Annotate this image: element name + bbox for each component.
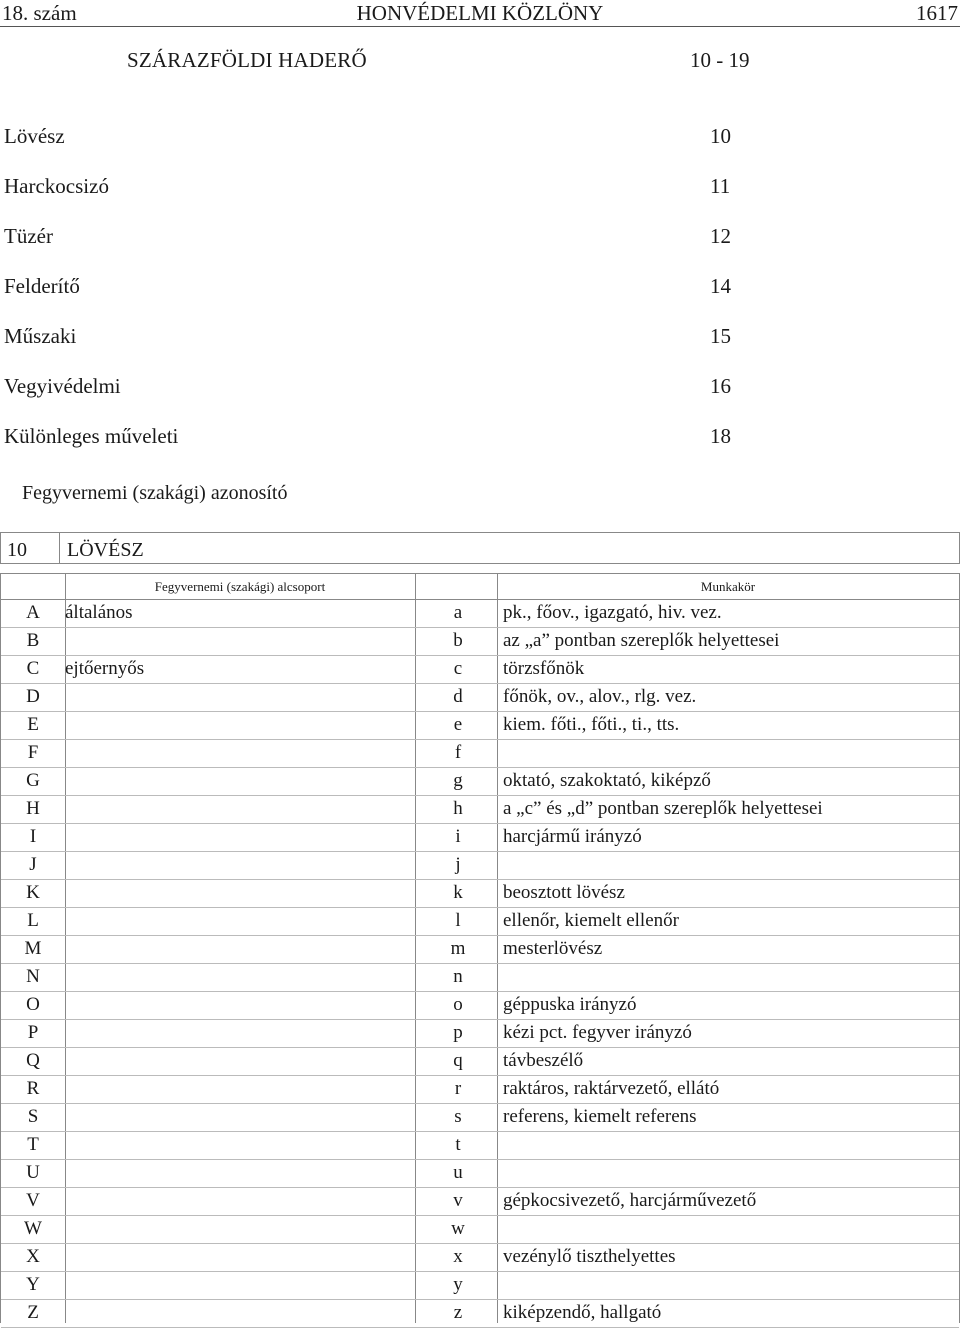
- table-row: [1, 1216, 959, 1244]
- branch-name: Lövész: [4, 124, 65, 148]
- table-row: [1, 768, 959, 796]
- duty-letter: f: [454, 742, 462, 763]
- duty-description: géppuska irányzó: [503, 994, 637, 1015]
- duty-description: referens, kiemelt referens: [503, 1106, 697, 1127]
- subgroup-letter: K: [26, 882, 40, 903]
- subgroup-letter: Q: [26, 1050, 40, 1071]
- duty-letter: v: [453, 1190, 463, 1211]
- page-number: 1617: [916, 1, 958, 25]
- subgroup-letter: M: [24, 938, 42, 959]
- subgroup-letter: G: [26, 770, 40, 791]
- duty-letter: x: [453, 1246, 463, 1267]
- duty-description: a „c” és „d” pontban szereplők helyettesei: [503, 798, 823, 819]
- duty-description: harcjármű irányzó: [503, 826, 642, 847]
- duty-letter: a: [453, 602, 463, 623]
- branch-name: Harckocsizó: [4, 174, 109, 198]
- table-row: [1, 992, 959, 1020]
- duty-letter: r: [454, 1078, 462, 1099]
- duty-column-header: Munkakör: [700, 579, 756, 594]
- table-row: [1, 740, 959, 768]
- table-row: [1, 1104, 959, 1132]
- duty-letter: p: [453, 1022, 463, 1043]
- subgroup-letter: Z: [27, 1302, 39, 1323]
- table-row: [1, 852, 959, 880]
- duty-description: kiképzendő, hallgató: [503, 1302, 662, 1323]
- subgroup-letter: I: [29, 826, 37, 847]
- duty-description: vezénylő tiszthelyettes: [503, 1246, 676, 1267]
- branch-name: Vegyivédelmi: [4, 374, 121, 398]
- table-row: [1, 1076, 959, 1104]
- branch-row: [4, 124, 744, 152]
- duty-description: mesterlövész: [503, 938, 603, 959]
- subgroup-letter: B: [26, 630, 40, 651]
- subgroup-letter: W: [24, 1218, 42, 1239]
- subgroup-letter: S: [27, 1106, 39, 1127]
- table-row: [1, 1048, 959, 1076]
- table-row: [1, 824, 959, 852]
- subgroup-letter: N: [26, 966, 40, 987]
- duty-letter: u: [453, 1162, 463, 1183]
- page-header: [0, 0, 960, 27]
- duty-letter: g: [453, 770, 463, 791]
- table-row: [1, 1160, 959, 1188]
- duty-letter: k: [453, 882, 463, 903]
- branch-code: 10: [710, 124, 731, 148]
- table-row: [1, 600, 959, 628]
- subgroup-letter: P: [27, 1022, 39, 1043]
- group-code: 10: [7, 539, 27, 561]
- branch-code: 14: [710, 274, 731, 298]
- table-row: [1, 880, 959, 908]
- duty-description: az „a” pontban szereplők helyettesei: [503, 630, 780, 651]
- group-separator: [59, 533, 60, 563]
- identifier-caption: Fegyvernemi (szakági) azonosító: [22, 482, 288, 504]
- table-row: [1, 936, 959, 964]
- subgroup-letter: T: [27, 1134, 39, 1155]
- duty-description: pk., főov., igazgató, hiv. vez.: [503, 602, 722, 623]
- duty-letter: c: [453, 658, 463, 679]
- duty-letter: b: [453, 630, 463, 651]
- duty-letter: l: [455, 910, 461, 931]
- duty-letter: q: [453, 1050, 463, 1071]
- table-row: [1, 1300, 959, 1328]
- group-name: LÖVÉSZ: [67, 539, 144, 561]
- duty-description: törzsfőnök: [503, 658, 585, 679]
- table-row: [1, 684, 959, 712]
- duty-letter: t: [455, 1134, 461, 1155]
- table-row: [1, 1020, 959, 1048]
- branch-row: [4, 374, 744, 402]
- subgroup-letter: R: [26, 1078, 40, 1099]
- section-code-range: 10 - 19: [690, 48, 750, 72]
- branch-row: [4, 424, 744, 452]
- subgroup-name: általános: [65, 602, 133, 623]
- subgroup-letter: X: [26, 1246, 40, 1267]
- table-row: [1, 1188, 959, 1216]
- branch-row: [4, 324, 744, 352]
- subgroup-letter: A: [26, 602, 40, 623]
- branch-name: Különleges műveleti: [4, 424, 179, 448]
- duty-description: oktató, szakoktató, kiképző: [503, 770, 711, 791]
- subgroup-letter: E: [27, 714, 39, 735]
- branch-code: 12: [710, 224, 731, 248]
- branch-name: Műszaki: [4, 324, 77, 348]
- duty-description: távbeszélő: [503, 1050, 584, 1071]
- duty-letter: n: [453, 966, 463, 987]
- duty-letter: d: [453, 686, 463, 707]
- duty-letter: o: [453, 994, 463, 1015]
- branch-code: 11: [710, 174, 731, 198]
- duty-letter: e: [453, 714, 463, 735]
- branch-row: [4, 274, 744, 302]
- subgroup-letter: Y: [26, 1274, 40, 1295]
- duty-letter: z: [453, 1302, 463, 1323]
- subgroup-letter: O: [26, 994, 40, 1015]
- duty-description: ellenőr, kiemelt ellenőr: [503, 910, 679, 931]
- branch-name: Felderítő: [4, 274, 80, 298]
- duty-description: beosztott lövész: [503, 882, 625, 903]
- table-row: [1, 1244, 959, 1272]
- duty-description: gépkocsivezető, harcjárművezető: [503, 1190, 757, 1211]
- branch-code: 16: [710, 374, 731, 398]
- table-row: [1, 1132, 959, 1160]
- table-row: [1, 712, 959, 740]
- table-row: [1, 964, 959, 992]
- duty-description: kiem. főti., főti., ti., tts.: [503, 714, 680, 735]
- duty-letter: s: [454, 1106, 462, 1127]
- subgroup-letter: U: [26, 1162, 40, 1183]
- duty-letter: m: [450, 938, 466, 959]
- subgroup-name: ejtőernyős: [65, 658, 145, 679]
- subgroup-letter: D: [26, 686, 40, 707]
- branch-row: [4, 224, 744, 252]
- table-row: [1, 628, 959, 656]
- duty-description: kézi pct. fegyver irányzó: [503, 1022, 692, 1043]
- branch-row: [4, 174, 744, 202]
- subgroup-letter: F: [27, 742, 39, 763]
- publication-title: HONVÉDELMI KÖZLÖNY: [356, 1, 604, 25]
- duty-letter: w: [451, 1218, 465, 1239]
- group-header-box: [0, 532, 960, 564]
- subgroup-letter: H: [26, 798, 40, 819]
- duty-description: raktáros, raktárvezető, ellátó: [503, 1078, 720, 1099]
- duty-description: főnök, ov., alov., rlg. vez.: [503, 686, 697, 707]
- duty-letter: i: [455, 826, 461, 847]
- table-row: [1, 796, 959, 824]
- branch-code: 15: [710, 324, 731, 348]
- subgroup-letter: J: [29, 854, 37, 875]
- subgroup-column-header: Fegyvernemi (szakági) alcsoport: [154, 579, 326, 594]
- subgroup-letter: V: [26, 1190, 40, 1211]
- branch-name: Tüzér: [4, 224, 53, 248]
- subgroup-duty-table: [0, 573, 960, 1323]
- issue-number: 18. szám: [2, 1, 77, 25]
- subgroup-letter: L: [27, 910, 39, 931]
- table-row: [1, 1272, 959, 1300]
- section-title: SZÁRAZFÖLDI HADERŐ: [127, 48, 367, 72]
- table-row: [1, 656, 959, 684]
- duty-letter: y: [453, 1274, 463, 1295]
- subgroup-letter: C: [26, 658, 40, 679]
- branch-code: 18: [710, 424, 731, 448]
- duty-letter: j: [455, 854, 461, 875]
- table-row: [1, 908, 959, 936]
- duty-letter: h: [453, 798, 463, 819]
